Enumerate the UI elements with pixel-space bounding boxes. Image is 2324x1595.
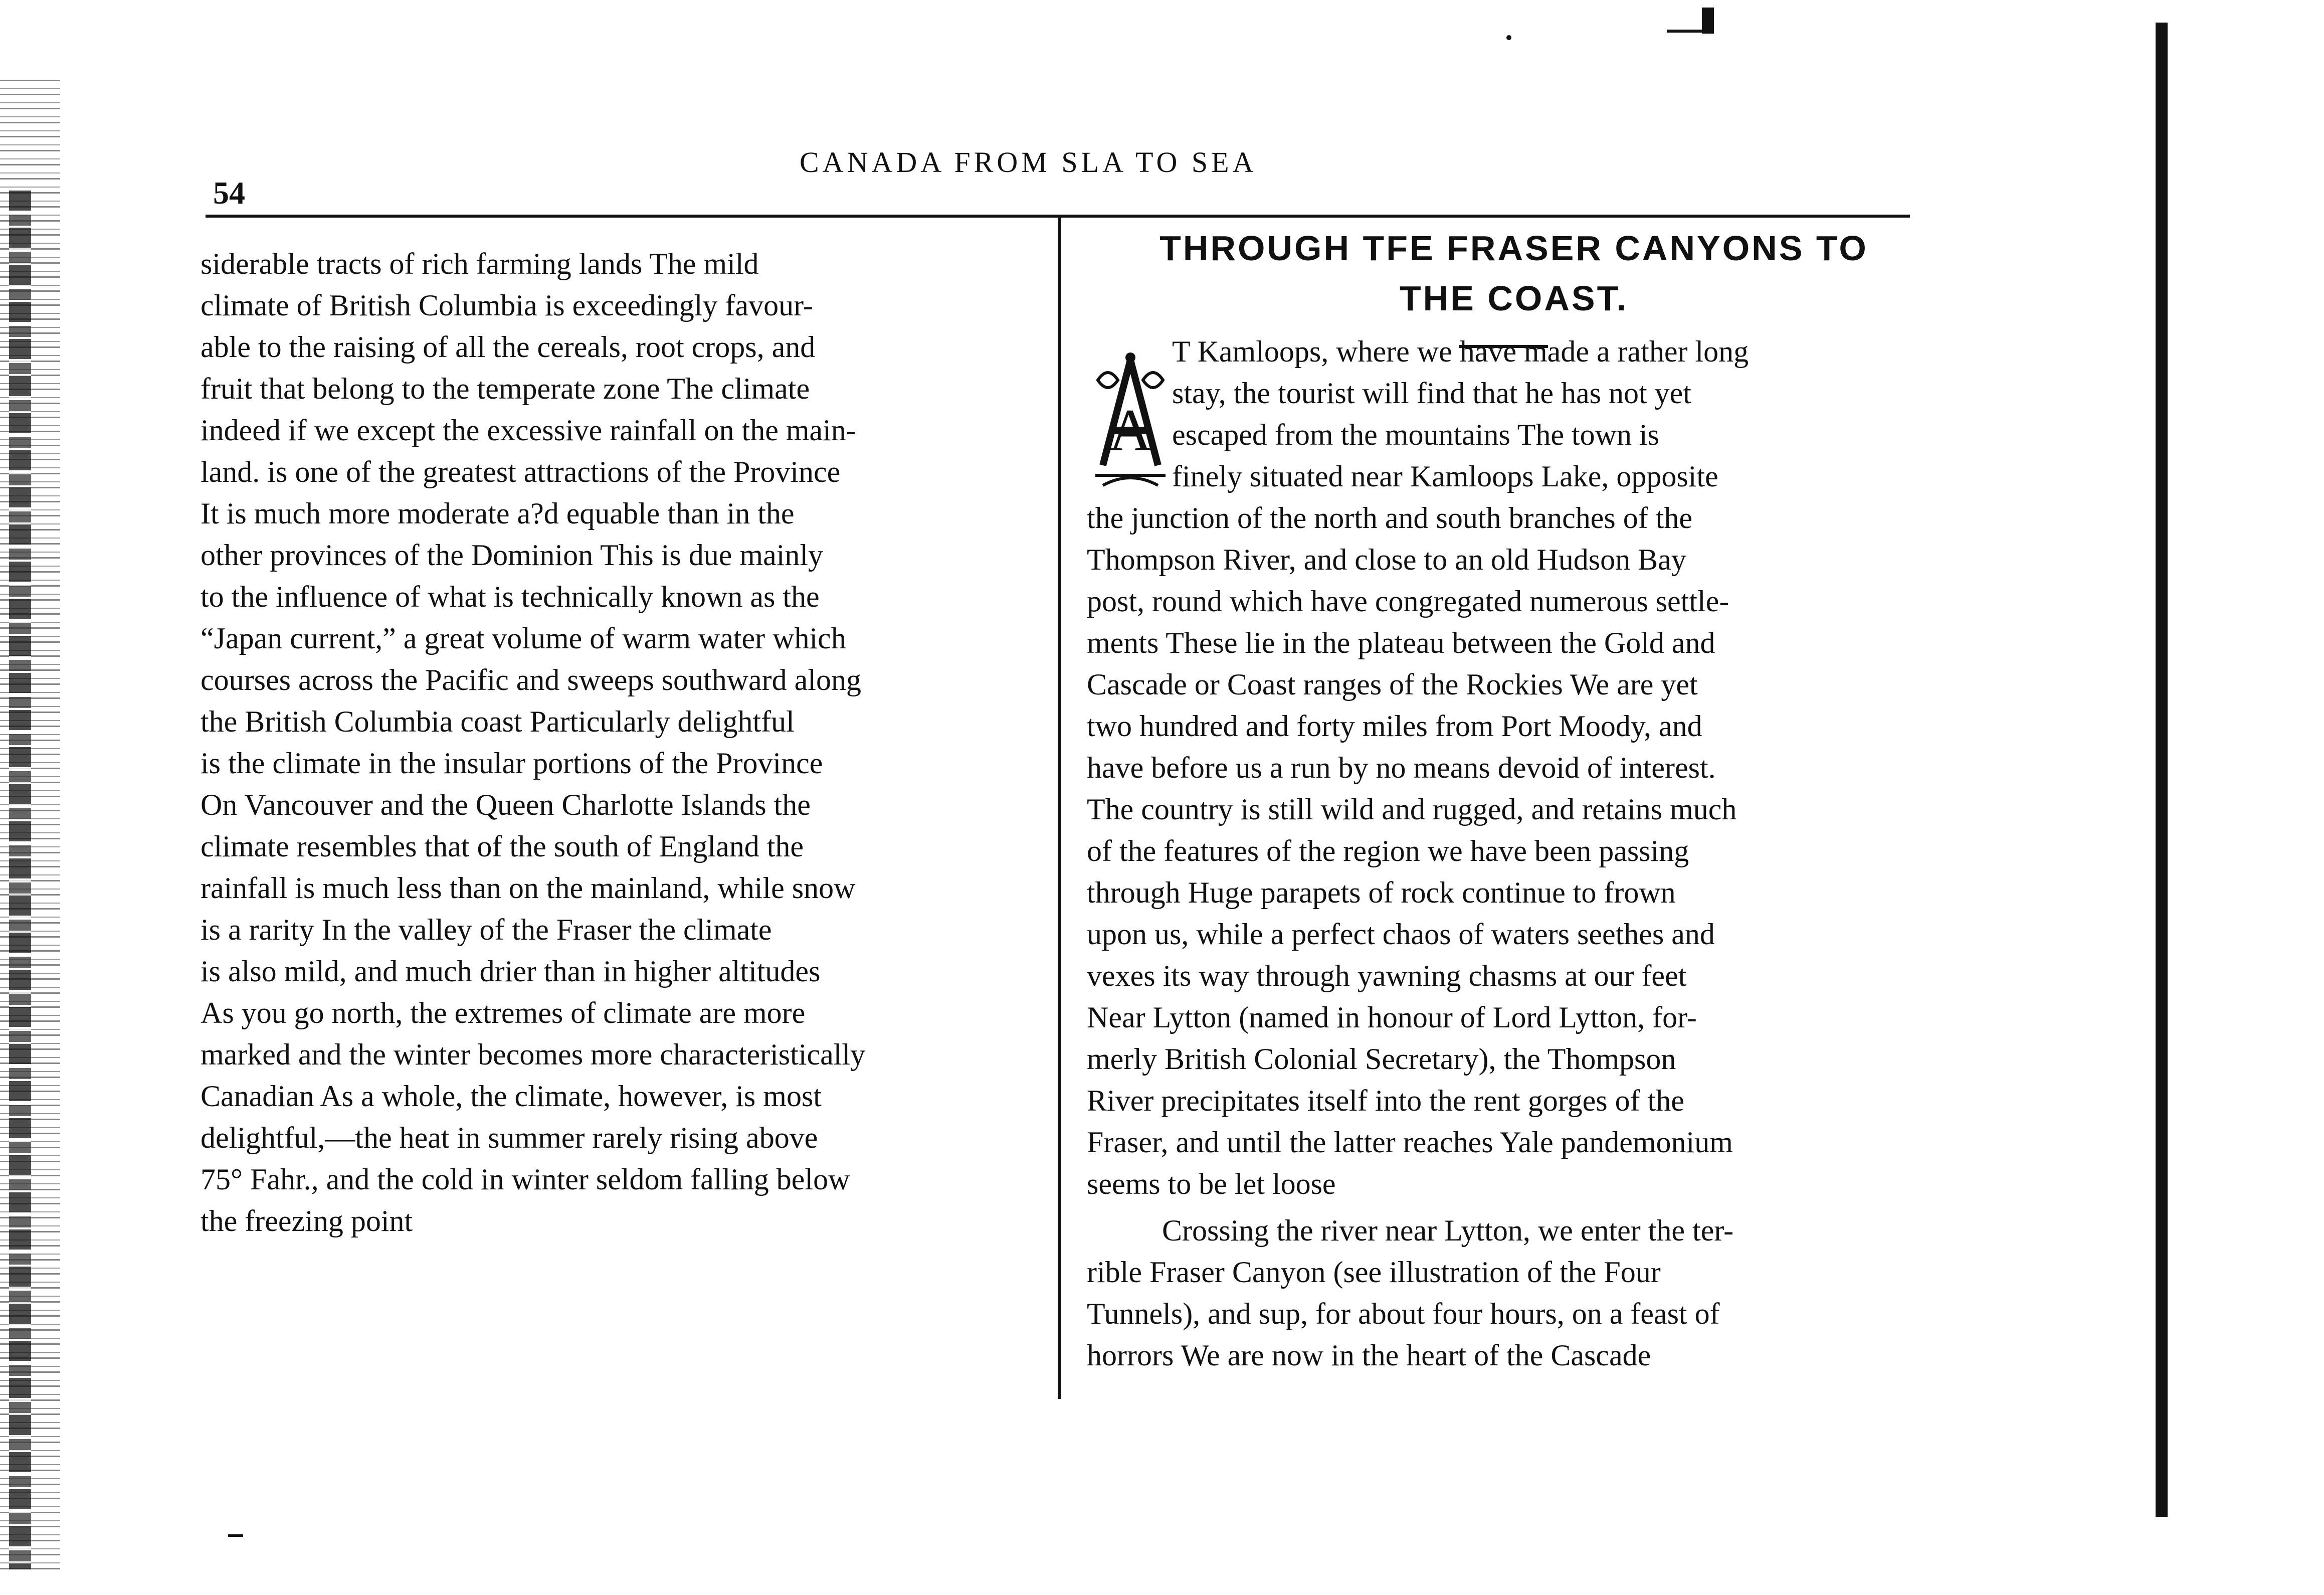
- text-line: is the climate in the insular portions of the Province: [201, 747, 823, 780]
- text-line: rible Fraser Canyon (see illustration of the Four: [1087, 1256, 1661, 1289]
- article-title-line-1: THROUGH TFE FRASER CANYONS TO: [1159, 229, 1868, 268]
- text-line: delightful,—the heat in summer rarely rising above: [201, 1121, 818, 1154]
- text-line: Fraser, and until the latter reaches Yale pandemonium: [1087, 1126, 1733, 1159]
- text-line: marked and the winter becomes more characteristically: [201, 1038, 866, 1071]
- text-line: upon us, while a perfect chaos of waters seethes and: [1087, 918, 1715, 951]
- text-line: climate resembles that of the south of England the: [201, 830, 804, 863]
- scan-top-mark: [1667, 23, 1717, 34]
- page-number: 54: [213, 175, 245, 211]
- text-line: to the influence of what is technically known as the: [201, 580, 820, 613]
- text-line: 75° Fahr., and the cold in winter seldom falling below: [201, 1163, 850, 1196]
- text-line: River precipitates itself into the rent gorges of the: [1087, 1084, 1684, 1117]
- scan-speck: [1506, 35, 1511, 40]
- text-line: Crossing the river near Lytton, we enter the ter-: [1162, 1214, 1734, 1247]
- text-line: merly British Colonial Secretary), the Thompson: [1087, 1042, 1676, 1076]
- text-line: stay, the tourist will find that he has not yet: [1172, 377, 1691, 410]
- column-divider: [1058, 216, 1061, 1399]
- text-line: through Huge parapets of rock continue to frown: [1087, 876, 1676, 909]
- text-line: is also mild, and much drier than in higher altitudes: [201, 955, 821, 988]
- scan-bottom-mark: [228, 1534, 243, 1537]
- text-line: siderable tracts of rich farming lands The mild: [201, 247, 759, 280]
- text-line: It is much more moderate a?d equable than in the: [201, 497, 795, 530]
- text-line: climate of British Columbia is exceedingly favour-: [201, 289, 813, 322]
- article-title-line-2: THE COAST.: [1399, 279, 1629, 318]
- article-body-text: [1087, 331, 1959, 1376]
- text-line: Cascade or Coast ranges of the Rockies We are yet: [1087, 668, 1698, 701]
- scan-binding-shadow: [9, 191, 31, 1569]
- text-line: land. is one of the greatest attractions of the Province: [201, 455, 841, 488]
- text-line: T Kamloops, where we have made a rather long: [1172, 335, 1749, 368]
- text-line: have before us a run by no means devoid of interest.: [1087, 751, 1716, 784]
- text-line: Near Lytton (named in honour of Lord Lytton, for-: [1087, 1001, 1697, 1034]
- text-line: the freezing point: [201, 1204, 413, 1237]
- text-line: post, round which have congregated numerous settle-: [1087, 585, 1729, 618]
- article-title: [1073, 223, 1955, 323]
- text-line: the junction of the north and south branches of the: [1087, 501, 1693, 535]
- text-line: is a rarity In the valley of the Fraser the climate: [201, 913, 772, 946]
- text-line: finely situated near Kamloops Lake, opposite: [1172, 460, 1718, 493]
- text-line: On Vancouver and the Queen Charlotte Islands the: [201, 788, 811, 821]
- text-line: escaped from the mountains The town is: [1172, 418, 1660, 451]
- text-line: able to the raising of all the cereals, root crops, and: [201, 330, 816, 364]
- text-line: the British Columbia coast Particularly delightful: [201, 705, 795, 738]
- text-line: indeed if we except the excessive rainfall on the main-: [201, 414, 856, 447]
- text-line: courses across the Pacific and sweeps southward along: [201, 663, 861, 696]
- text-line: horrors We are now in the heart of the Cascade: [1087, 1339, 1651, 1372]
- text-line: rainfall is much less than on the mainland, while snow: [201, 871, 856, 905]
- text-line: other provinces of the Dominion This is due mainly: [201, 539, 824, 572]
- text-line: vexes its way through yawning chasms at our feet: [1087, 959, 1687, 992]
- text-line: “Japan current,” a great volume of warm water which: [201, 622, 846, 655]
- text-line: Canadian As a whole, the climate, however, is most: [201, 1080, 822, 1113]
- text-line: seems to be let loose: [1087, 1167, 1336, 1200]
- left-column-text: [201, 243, 1053, 1242]
- text-line: fruit that belong to the temperate zone The climate: [201, 372, 810, 405]
- text-line: two hundred and forty miles from Port Moody, and: [1087, 710, 1702, 743]
- text-line: Thompson River, and close to an old Hudson Bay: [1087, 543, 1686, 576]
- text-line: As you go north, the extremes of climate are more: [201, 996, 806, 1029]
- text-line: The country is still wild and rugged, and retains much: [1087, 793, 1737, 826]
- text-line: of the features of the region we have been passing: [1087, 834, 1689, 867]
- drop-cap-letter: A: [1108, 397, 1152, 463]
- scan-right-edge-bar: [2156, 23, 2168, 1517]
- text-line: ments These lie in the plateau between the Gold and: [1087, 626, 1715, 659]
- text-line: Tunnels), and sup, for about four hours, on a feast of: [1087, 1297, 1720, 1330]
- running-head: CANADA FROM SLA TO SEA: [800, 146, 1257, 179]
